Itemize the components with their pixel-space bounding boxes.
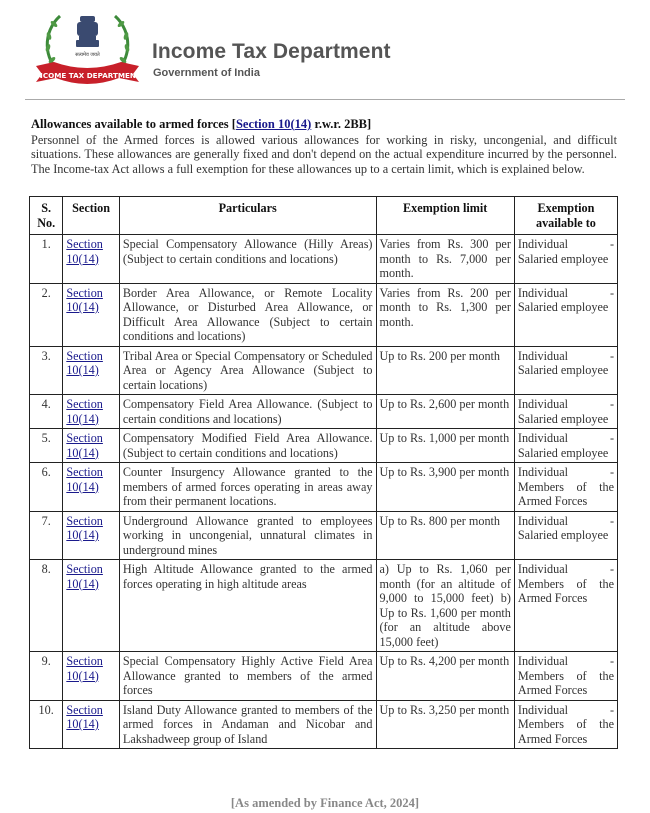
cell-sno: 7. — [30, 511, 63, 560]
section-number-link[interactable]: 10(14) — [66, 668, 99, 683]
cell-section — [63, 235, 120, 284]
cell-exemption-limit: Up to Rs. 1,000 per month — [376, 429, 514, 463]
eligible-subcategory: Members of the Armed Forces — [517, 717, 614, 746]
cell-exemption-available-to — [514, 283, 617, 346]
header-particulars: Particulars — [119, 197, 376, 235]
eligible-category: Individual — [517, 431, 569, 445]
svg-text:सत्यमेव जयते: सत्यमेव जयते — [75, 52, 100, 58]
separator-dash: - — [609, 702, 614, 717]
ribbon-text: INCOME TAX DEPARTMENT — [34, 71, 141, 80]
section-link[interactable]: Section — [66, 397, 103, 411]
section-link[interactable]: Section — [66, 702, 103, 717]
section-number-link[interactable]: 10(14) — [66, 576, 99, 591]
cell-sno: 10. — [30, 700, 63, 749]
cell-exemption-available-to — [514, 511, 617, 560]
cell-exemption-limit: Up to Rs. 4,200 per month — [376, 652, 514, 701]
table-row — [30, 235, 618, 284]
cell-exemption-limit: Up to Rs. 2,600 per month — [376, 395, 514, 429]
separator-dash: - — [609, 465, 614, 479]
cell-sno: 1. — [30, 235, 63, 284]
cell-exemption-limit: Up to Rs. 800 per month — [376, 511, 514, 560]
section-link[interactable]: Section — [66, 465, 103, 479]
eligible-subcategory: Salaried employee — [517, 363, 609, 377]
table-row — [30, 346, 618, 395]
cell-exemption-available-to — [514, 463, 617, 512]
section-number-link[interactable]: 10(14) — [66, 528, 99, 542]
cell-particulars: Compensatory Modified Field Area Allowance. (Subject to certain conditions and locations) — [119, 429, 376, 463]
table-row — [30, 395, 618, 429]
cell-sno: 3. — [30, 346, 63, 395]
separator-dash: - — [609, 237, 614, 251]
eligible-subcategory: Salaried employee — [517, 251, 609, 266]
brand-title[interactable]: Income Tax Department — [152, 40, 391, 63]
cell-particulars: Underground Allowance granted to employees working in uncongenial, unnatural climates in underground mines — [119, 511, 376, 560]
section-number-link[interactable]: 10(14) — [66, 411, 99, 426]
section-number-link[interactable]: 10(14) — [66, 363, 99, 377]
eligible-subcategory: Members of the Armed Forces — [517, 479, 614, 508]
section-link[interactable]: Section — [66, 654, 103, 668]
cell-particulars: Special Compensatory Allowance (Hilly Areas) (Subject to certain conditions and locations) — [119, 235, 376, 284]
section-number-link[interactable]: 10(14) — [66, 479, 99, 494]
eligible-category: Individual — [517, 348, 569, 363]
heading-section-link[interactable]: Section 10( — [235, 117, 295, 131]
eligible-subcategory: Salaried employee — [517, 411, 609, 426]
eligible-subcategory: Salaried employee — [517, 528, 609, 542]
cell-sno: 6. — [30, 463, 63, 512]
cell-section — [63, 700, 120, 749]
brand-subtitle: Government of India — [153, 67, 260, 79]
cell-particulars: Special Compensatory Highly Active Field Area Allowance granted to members of the armed forces — [119, 652, 376, 701]
cell-exemption-available-to — [514, 700, 617, 749]
cell-particulars: Border Area Allowance, or Remote Locality Allowance, or Disturbed Area Allowance, or Difficult Area Allowance (Subject to certain conditions and locations) — [119, 283, 376, 346]
header-divider — [25, 99, 625, 100]
cell-section — [63, 463, 120, 512]
table-row — [30, 429, 618, 463]
separator-dash: - — [609, 513, 614, 528]
allowances-table — [29, 196, 618, 749]
income-tax-emblem-logo[interactable] — [30, 2, 145, 94]
separator-dash: - — [609, 654, 614, 668]
cell-section — [63, 395, 120, 429]
header-exemption-limit: Exemption limit — [376, 197, 514, 235]
cell-exemption-available-to — [514, 429, 617, 463]
separator-dash: - — [609, 348, 614, 363]
section-link[interactable]: Section — [66, 348, 103, 363]
table-header-row — [30, 197, 618, 235]
page-heading — [31, 117, 371, 132]
section-link[interactable]: Section — [66, 513, 103, 528]
eligible-category: Individual — [517, 397, 569, 411]
header-section: Section — [63, 197, 120, 235]
cell-exemption-available-to — [514, 346, 617, 395]
table-row — [30, 652, 618, 701]
cell-exemption-limit: Up to Rs. 3,250 per month — [376, 700, 514, 749]
eligible-subcategory: Members of the Armed Forces — [517, 668, 614, 697]
heading-suffix: r.w.r. 2BB] — [311, 117, 372, 131]
cell-sno: 8. — [30, 560, 63, 652]
cell-section — [63, 283, 120, 346]
cell-exemption-available-to — [514, 560, 617, 652]
cell-sno: 9. — [30, 652, 63, 701]
cell-particulars: High Altitude Allowance granted to the armed forces operating in high altitude areas — [119, 560, 376, 652]
cell-exemption-available-to — [514, 235, 617, 284]
cell-exemption-available-to — [514, 395, 617, 429]
eligible-category: Individual — [517, 285, 569, 300]
cell-exemption-limit: Varies from Rs. 300 per month to Rs. 7,000 per month. — [376, 235, 514, 284]
amendment-note: [As amended by Finance Act, 2024] — [230, 796, 420, 810]
cell-sno: 5. — [30, 429, 63, 463]
heading-subsection-link[interactable]: 14) — [294, 117, 312, 131]
section-link[interactable]: Section — [66, 237, 103, 251]
cell-section — [63, 511, 120, 560]
eligible-subcategory: Salaried employee — [517, 300, 609, 314]
section-link[interactable]: Section — [66, 562, 103, 576]
cell-particulars: Tribal Area or Special Compensatory or Scheduled Area or Agency Area Allowance (Subject to certain locations) — [119, 346, 376, 395]
section-link[interactable]: Section — [66, 285, 103, 300]
section-number-link[interactable]: 10(14) — [66, 251, 99, 266]
cell-exemption-limit: a) Up to Rs. 1,060 per month (for an altitude of 9,000 to 15,000 feet) b) Up to Rs. 1,600 per month (for an altitude above 15,000 feet) — [376, 560, 514, 652]
separator-dash: - — [609, 562, 614, 576]
cell-exemption-limit: Up to Rs. 3,900 per month — [376, 463, 514, 512]
cell-sno: 4. — [30, 395, 63, 429]
cell-exemption-limit: Up to Rs. 200 per month — [376, 346, 514, 395]
header-sno: S. No. — [30, 197, 63, 235]
eligible-category: Individual — [517, 654, 569, 668]
cell-particulars: Compensatory Field Area Allowance. (Subject to certain conditions and locations) — [119, 395, 376, 429]
cell-section — [63, 652, 120, 701]
eligible-category: Individual — [517, 465, 569, 479]
table-row — [30, 463, 618, 512]
cell-exemption-available-to — [514, 652, 617, 701]
section-number-link[interactable]: 10(14) — [66, 300, 99, 314]
table-row — [30, 283, 618, 346]
cell-sno: 2. — [30, 283, 63, 346]
separator-dash: - — [609, 397, 614, 411]
ashoka-emblem-icon — [76, 16, 99, 47]
eligible-subcategory: Members of the Armed Forces — [517, 576, 614, 605]
cell-particulars: Counter Insurgency Allowance granted to the members of armed forces operating in areas away from their permanent locations. — [119, 463, 376, 512]
cell-exemption-limit: Varies from Rs. 200 per month to Rs. 1,300 per month. — [376, 283, 514, 346]
section-link[interactable]: Section — [66, 431, 103, 445]
site-header — [0, 0, 650, 100]
table-row — [30, 511, 618, 560]
heading-prefix: Allowances available to armed forces [ — [31, 117, 236, 131]
section-number-link[interactable]: 10(14) — [66, 445, 99, 460]
eligible-category: Individual — [517, 702, 569, 717]
table-row — [30, 700, 618, 749]
cell-section — [63, 429, 120, 463]
eligible-category: Individual — [517, 237, 569, 251]
eligible-subcategory: Salaried employee — [517, 445, 609, 460]
cell-section — [63, 560, 120, 652]
cell-section — [63, 346, 120, 395]
eligible-category: Individual — [517, 562, 569, 576]
section-number-link[interactable]: 10(14) — [66, 717, 99, 731]
header-exemption-available-to: Exemption available to — [514, 197, 617, 235]
intro-paragraph: Personnel of the Armed forces is allowed various allowances for working in risky, uncongenial, and difficult situations. These allowances are generally fixed and don't depend on the actual expenditure incurred by the personnel. The Income-tax Act allows a full exemption for these allowances up to a certain limit, which is explained below. — [31, 133, 617, 176]
separator-dash: - — [609, 431, 614, 445]
separator-dash: - — [609, 285, 614, 300]
cell-particulars: Island Duty Allowance granted to members of the armed forces in Andaman and Nicobar and Lakshadweep group of Island — [119, 700, 376, 749]
eligible-category: Individual — [517, 513, 569, 528]
table-row — [30, 560, 618, 652]
